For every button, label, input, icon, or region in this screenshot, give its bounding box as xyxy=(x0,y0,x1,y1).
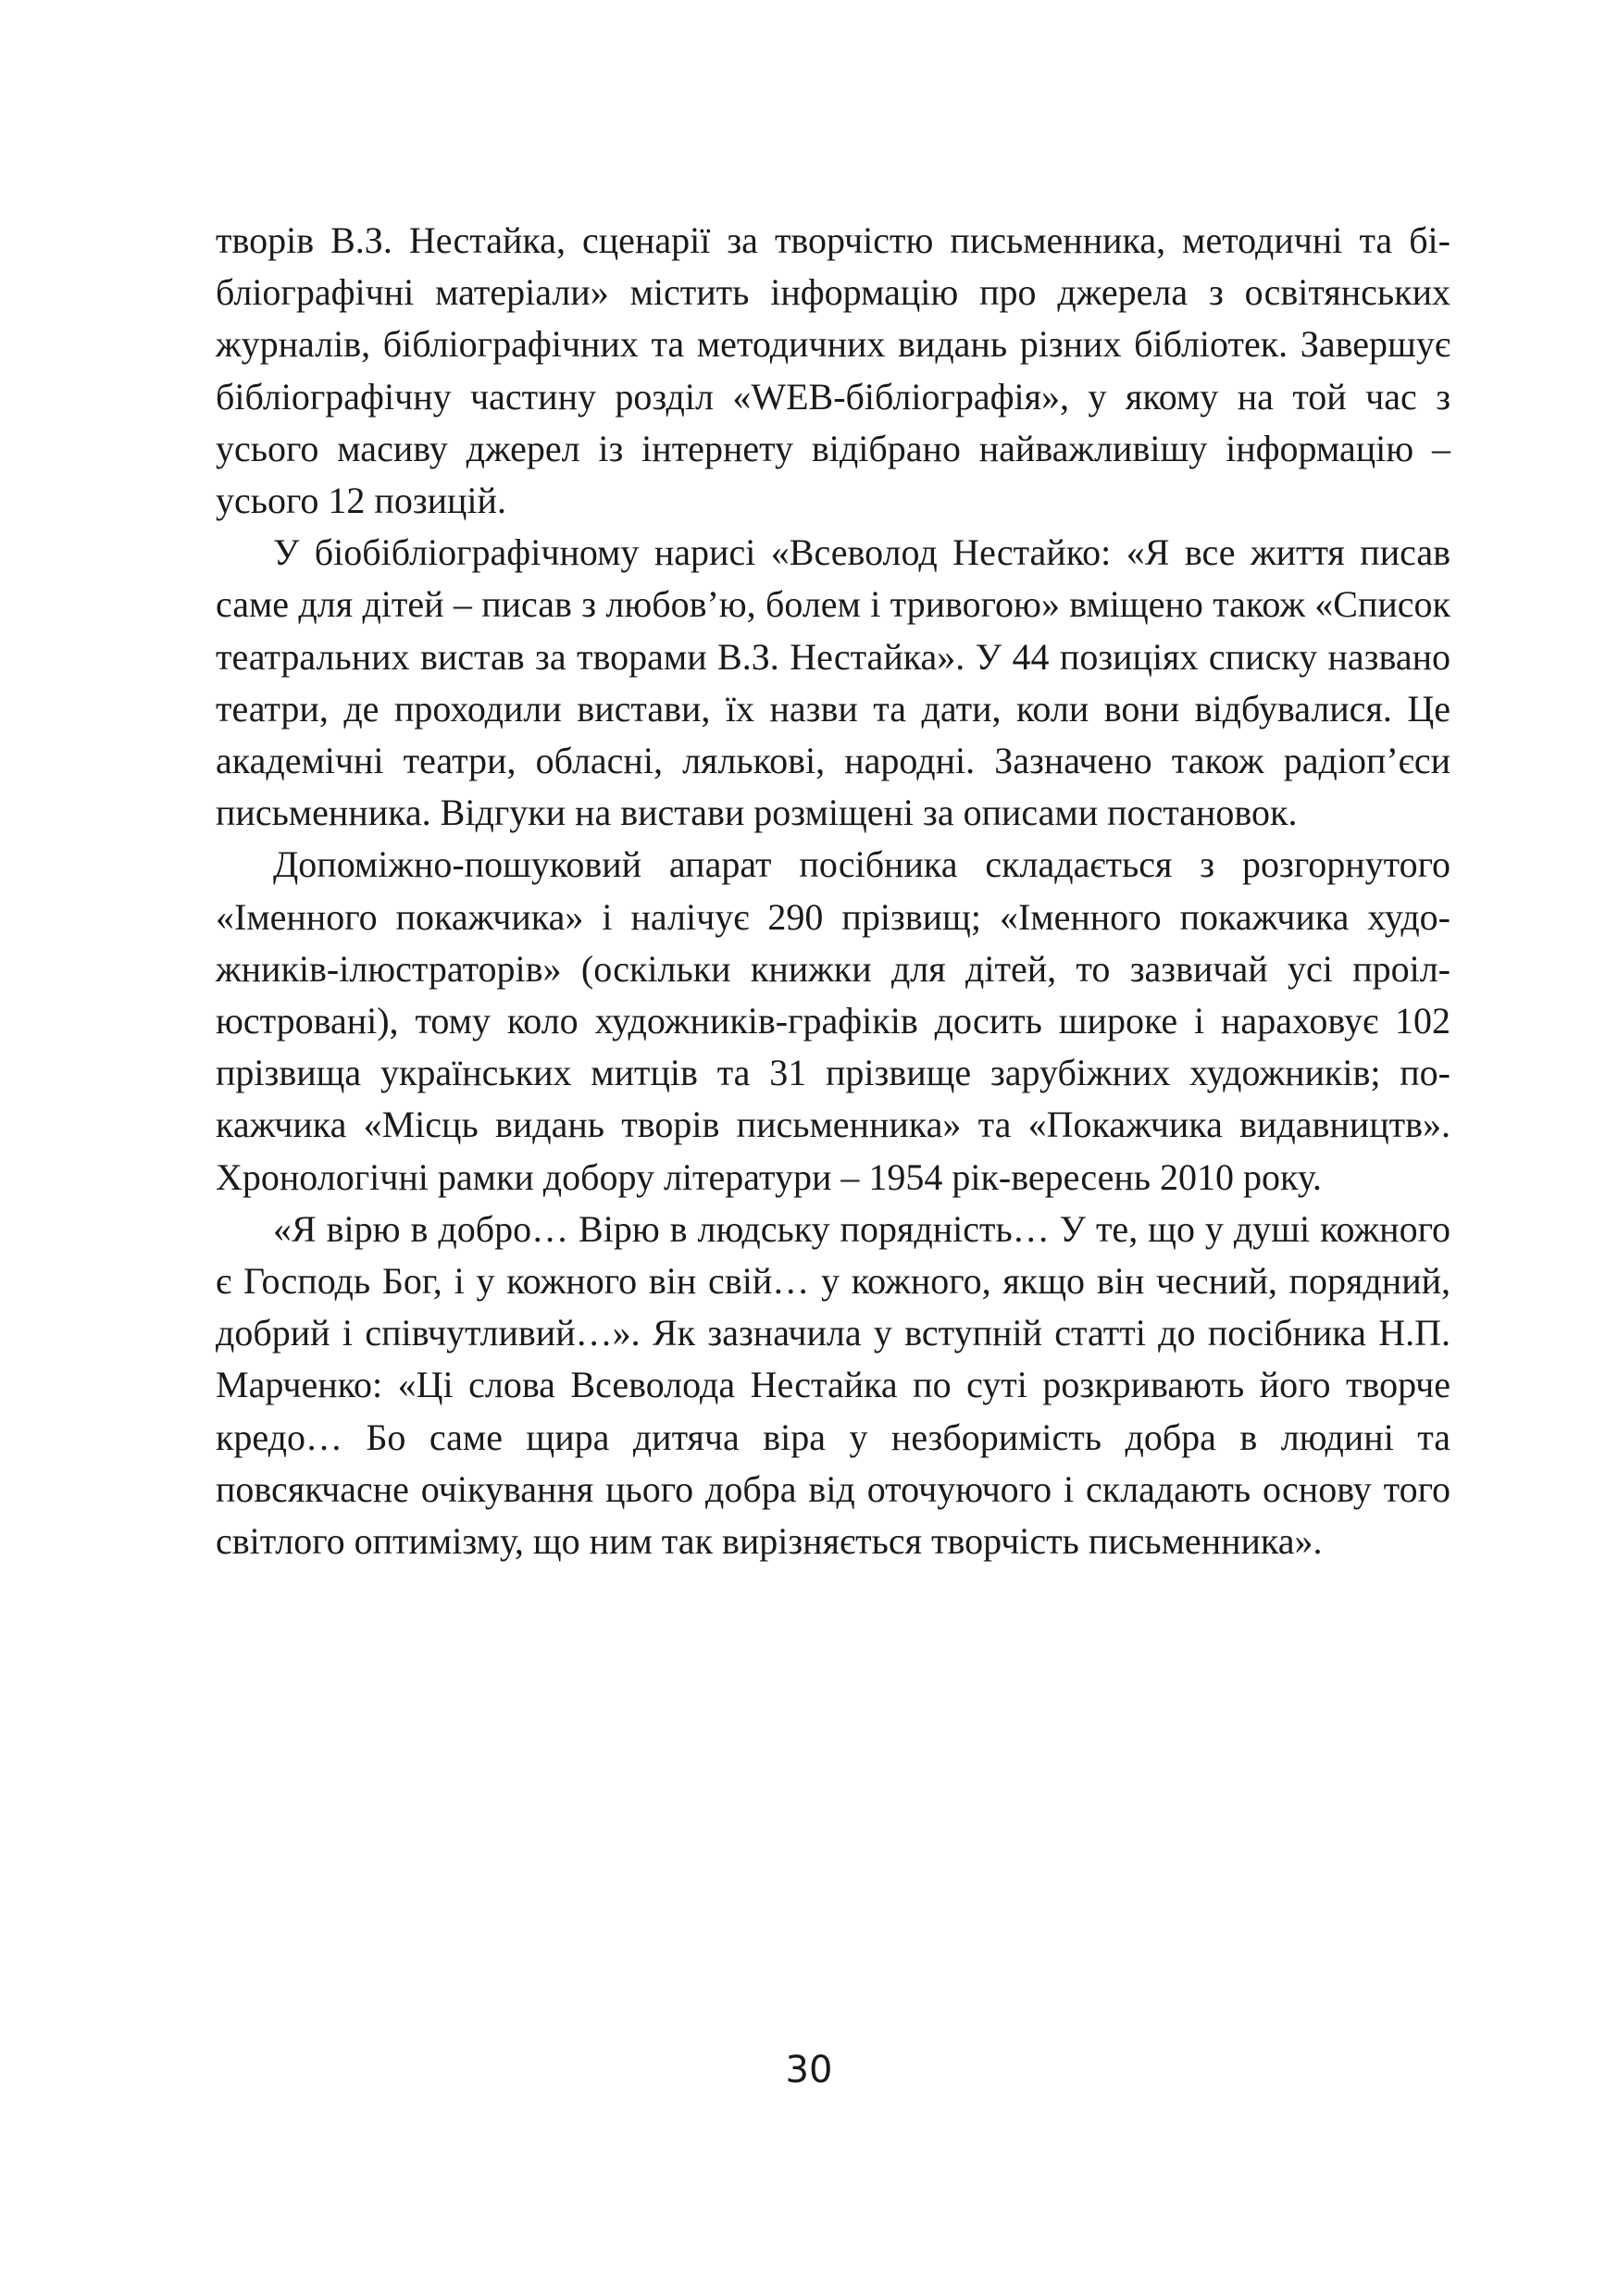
page-number: 30 xyxy=(785,2049,833,2091)
paragraph-quote: «Я вірю в добро… Вірю в людську порядність… У те, що у душі кожного є Господь Бог, і у кожного він свій… у кожного, якщо він чесний, порядний, добрий і співчутливий…». Як зазначила у вступній статті до посібника Н.П. Марченко: «Ці слова Всеволода Нестайка по суті розкривають його творче кредо… Бо саме щира дитяча віра у незборимість добра в людині та повсякчасне очікування цього добра від оточуючого і складають основу того світлого оптимізму, що ним так вирізняється творчість письменника». xyxy=(216,1207,1450,1563)
paragraph-theatre-list: У біобібліографічному нарисі «Всеволод Нестайко: «Я все життя писав саме для дітей – писав з любов’ю, болем і тривогою» вміщено також «Список театральних вистав за творами В.З. Нестайка». У 44 позиціях списку названо театри, де проходили вистави, їх назви та дати, коли вони відбувалися. Це академічні театри, обласні, лялькові, народні. Зазначено також радіоп’єси письменника. Відгуки на вистави розміщені за описами постановок. xyxy=(216,531,1450,834)
document-body xyxy=(216,215,1450,1567)
paragraph-search-apparatus: Допоміжно-пошуковий апарат посібника складається з розгорнутого «Іменного покажчика» і налічує 290 прізвищ; «Іменного покажчика художників-ілюстраторів» (оскільки книжки для дітей, то зазвичай усі проілюстровані), тому коло художників-графіків досить широке і нараховує 102 прізвища українських митців та 31 прізвище зарубіжних художників; покажчика «Місць видань творів письменника» та «Покажчика видавництв». Хронологічні рамки добору літератури – 1954 рік-вересень 2010 року. xyxy=(216,843,1450,1198)
paragraph-continuation: творів В.З. Нестайка, сценарії за творчістю письменника, методичні та бібліографічні матеріали» містить інформацію про джерела з освітянських журналів, бібліографічних та методичних видань різних бібліотек. Завершує бібліографічну частину розділ «WEB-бібліографія», у якому на той час з усього масиву джерел із інтернету відібрано найважливішу інформацію – усього 12 позицій. xyxy=(216,219,1450,522)
